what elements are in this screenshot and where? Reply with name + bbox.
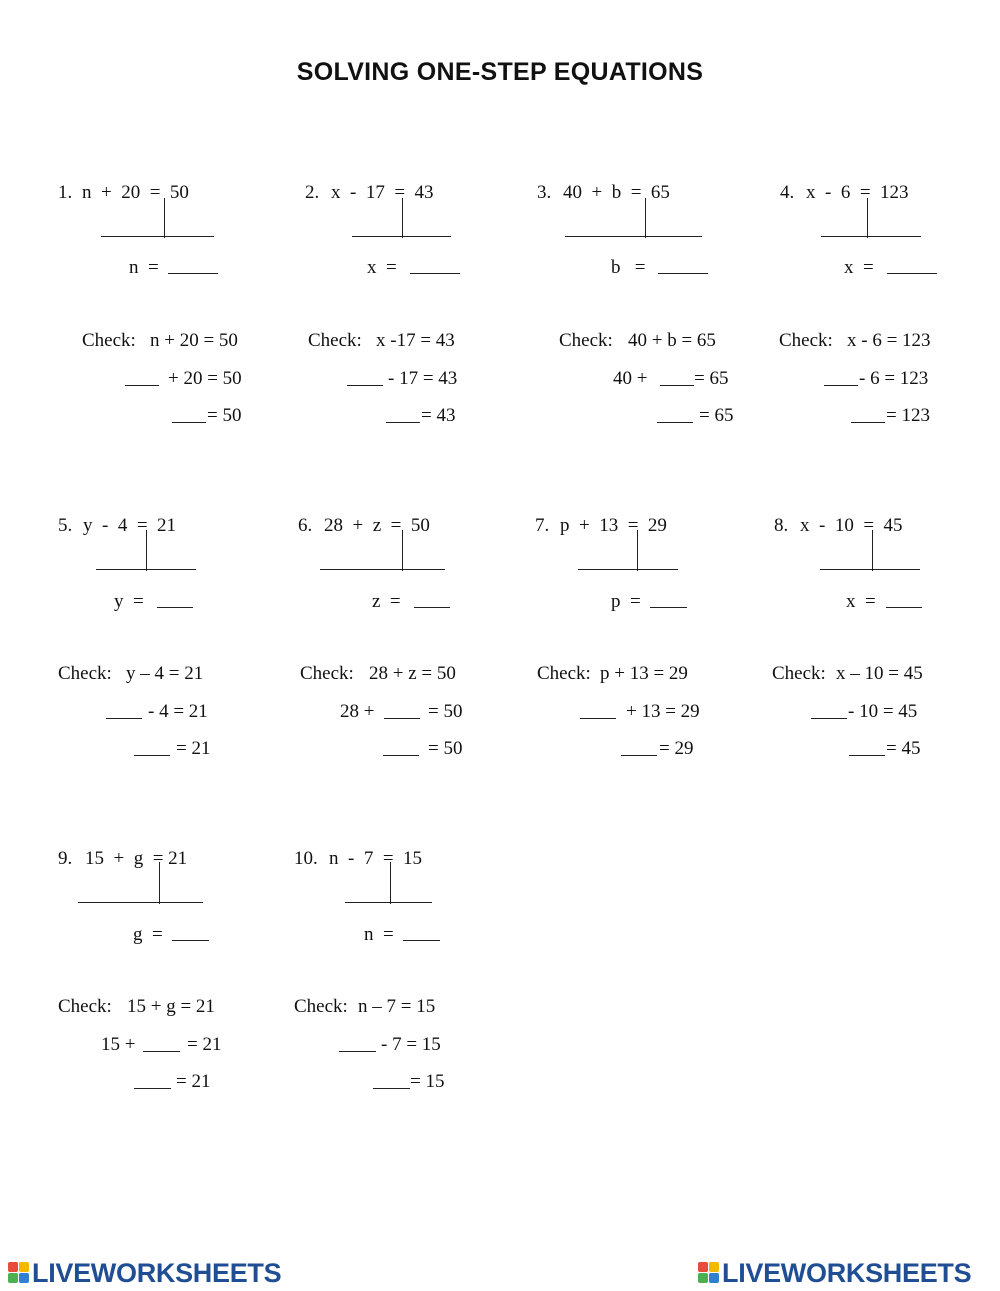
check-blank-1[interactable] — [384, 718, 420, 719]
check-step-2: = 65 — [699, 405, 734, 426]
check-equation: p + 13 = 29 — [600, 663, 688, 684]
answer-blank[interactable] — [410, 273, 460, 274]
equation: y - 4 = 21 — [83, 515, 177, 536]
work-divider — [867, 198, 868, 238]
answer-blank[interactable] — [168, 273, 218, 274]
equation: x - 10 = 45 — [800, 515, 903, 536]
brand-name: LIVEWORKSHEETS — [32, 1257, 282, 1288]
check-step-1: + 13 = 29 — [626, 701, 700, 722]
check-equation: y – 4 = 21 — [126, 663, 204, 684]
check-step-1: - 4 = 21 — [148, 701, 208, 722]
work-line[interactable] — [101, 236, 214, 237]
check-equation: x - 6 = 123 — [847, 330, 931, 351]
check-blank-1[interactable] — [106, 718, 142, 719]
check-label: Check: — [300, 663, 354, 684]
check-label: Check: — [58, 663, 112, 684]
problem-number: 4. — [780, 182, 795, 203]
equation: n - 7 = 15 — [329, 848, 423, 869]
problem-number: 8. — [774, 515, 789, 536]
work-line[interactable] — [821, 236, 921, 237]
equation: 15 + g = 21 — [85, 848, 188, 869]
work-line[interactable] — [578, 569, 678, 570]
liveworksheets-blocks-icon — [698, 1262, 720, 1284]
problem-number: 2. — [305, 182, 320, 203]
check-step-2: = 21 — [176, 738, 211, 759]
work-divider — [402, 198, 403, 238]
check-step-2: = 21 — [176, 1071, 211, 1092]
work-divider — [637, 530, 638, 571]
equation: x - 6 = 123 — [806, 182, 909, 203]
check-equation: 40 + b = 65 — [628, 330, 716, 351]
check-label: Check: — [308, 330, 362, 351]
check-label: Check: — [772, 663, 826, 684]
equation: 28 + z = 50 — [324, 515, 430, 536]
work-divider — [402, 530, 403, 571]
work-line[interactable] — [565, 236, 702, 237]
check-blank-1[interactable] — [125, 385, 159, 386]
answer-blank[interactable] — [887, 273, 937, 274]
work-divider — [159, 862, 160, 904]
answer-label: y = — [114, 591, 144, 612]
check-blank-2[interactable] — [849, 755, 885, 756]
check-step-1-left: 40 + — [613, 368, 648, 389]
answer-label: x = — [844, 257, 874, 278]
check-step-1: + 20 = 50 — [168, 368, 242, 389]
work-line[interactable] — [96, 569, 196, 570]
work-divider — [146, 530, 147, 571]
equation: 40 + b = 65 — [563, 182, 670, 203]
work-line[interactable] — [78, 902, 203, 903]
check-equation: 15 + g = 21 — [127, 996, 215, 1017]
check-step-2: = 123 — [886, 405, 930, 426]
check-equation: x – 10 = 45 — [836, 663, 923, 684]
brand-name: LIVEWORKSHEETS — [722, 1257, 972, 1288]
check-equation: x -17 = 43 — [376, 330, 455, 351]
work-line[interactable] — [345, 902, 432, 903]
check-step-2: = 45 — [886, 738, 921, 759]
work-line[interactable] — [320, 569, 445, 570]
check-blank-2[interactable] — [386, 422, 420, 423]
check-blank-1[interactable] — [347, 385, 383, 386]
check-step-1: - 10 = 45 — [848, 701, 918, 722]
answer-blank[interactable] — [886, 607, 922, 608]
work-line[interactable] — [352, 236, 451, 237]
work-divider — [390, 862, 391, 904]
problem-number: 9. — [58, 848, 73, 869]
check-blank-1[interactable] — [143, 1051, 180, 1052]
check-step-1-left: 28 + — [340, 701, 375, 722]
check-blank-2[interactable] — [134, 1088, 171, 1089]
check-blank-1[interactable] — [811, 718, 847, 719]
check-label: Check: — [559, 330, 613, 351]
check-label: Check: — [58, 996, 112, 1017]
problem-number: 10. — [294, 848, 318, 869]
answer-label: n = — [129, 257, 159, 278]
answer-label: x = — [846, 591, 876, 612]
answer-label: z = — [372, 591, 401, 612]
problem-number: 3. — [537, 182, 552, 203]
work-line[interactable] — [820, 569, 920, 570]
check-blank-2[interactable] — [621, 755, 657, 756]
work-divider — [645, 198, 646, 238]
check-blank-2[interactable] — [373, 1088, 410, 1089]
check-label: Check: — [537, 663, 591, 684]
answer-blank[interactable] — [172, 940, 209, 941]
check-step-1: = 65 — [694, 368, 729, 389]
check-blank-2[interactable] — [172, 422, 206, 423]
check-blank-2[interactable] — [657, 422, 693, 423]
problem-number: 7. — [535, 515, 550, 536]
liveworksheets-blocks-icon — [8, 1262, 30, 1284]
check-equation: n – 7 = 15 — [358, 996, 436, 1017]
check-step-2: = 15 — [410, 1071, 445, 1092]
check-step-1: - 7 = 15 — [381, 1034, 441, 1055]
check-step-1: = 21 — [187, 1034, 222, 1055]
check-step-2: = 50 — [207, 405, 242, 426]
answer-label: n = — [364, 924, 394, 945]
check-blank-1[interactable] — [660, 385, 694, 386]
check-step-2: = 29 — [659, 738, 694, 759]
equation: x - 17 = 43 — [331, 182, 434, 203]
problem-number: 1. — [58, 182, 73, 203]
check-step-1: = 50 — [428, 701, 463, 722]
equation: n + 20 = 50 — [82, 182, 189, 203]
answer-blank[interactable] — [650, 607, 687, 608]
worksheet-title: SOLVING ONE-STEP EQUATIONS — [296, 58, 704, 86]
answer-label: x = — [367, 257, 397, 278]
liveworksheets-logo-right[interactable] — [698, 1258, 971, 1288]
problem-number: 5. — [58, 515, 73, 536]
check-blank-1[interactable] — [580, 718, 616, 719]
check-label: Check: — [779, 330, 833, 351]
check-step-2: = 43 — [421, 405, 456, 426]
check-label: Check: — [294, 996, 348, 1017]
equation: p + 13 = 29 — [560, 515, 667, 536]
answer-blank[interactable] — [658, 273, 708, 274]
problem-number: 6. — [298, 515, 313, 536]
work-divider — [872, 530, 873, 571]
check-blank-2[interactable] — [383, 755, 419, 756]
work-divider — [164, 198, 165, 238]
answer-label: g = — [133, 924, 163, 945]
answer-blank[interactable] — [403, 940, 440, 941]
check-blank-1[interactable] — [339, 1051, 376, 1052]
check-step-1: - 17 = 43 — [388, 368, 458, 389]
answer-blank[interactable] — [157, 607, 193, 608]
check-step-1-left: 15 + — [101, 1034, 136, 1055]
check-blank-1[interactable] — [824, 385, 858, 386]
check-label: Check: — [82, 330, 136, 351]
liveworksheets-logo-left[interactable] — [8, 1258, 281, 1288]
check-blank-2[interactable] — [134, 755, 170, 756]
check-equation: n + 20 = 50 — [150, 330, 238, 351]
answer-label: p = — [611, 591, 641, 612]
answer-label: b = — [611, 257, 646, 278]
check-step-2: = 50 — [428, 738, 463, 759]
check-equation: 28 + z = 50 — [369, 663, 456, 684]
answer-blank[interactable] — [414, 607, 450, 608]
check-blank-2[interactable] — [851, 422, 885, 423]
check-step-1: - 6 = 123 — [859, 368, 929, 389]
